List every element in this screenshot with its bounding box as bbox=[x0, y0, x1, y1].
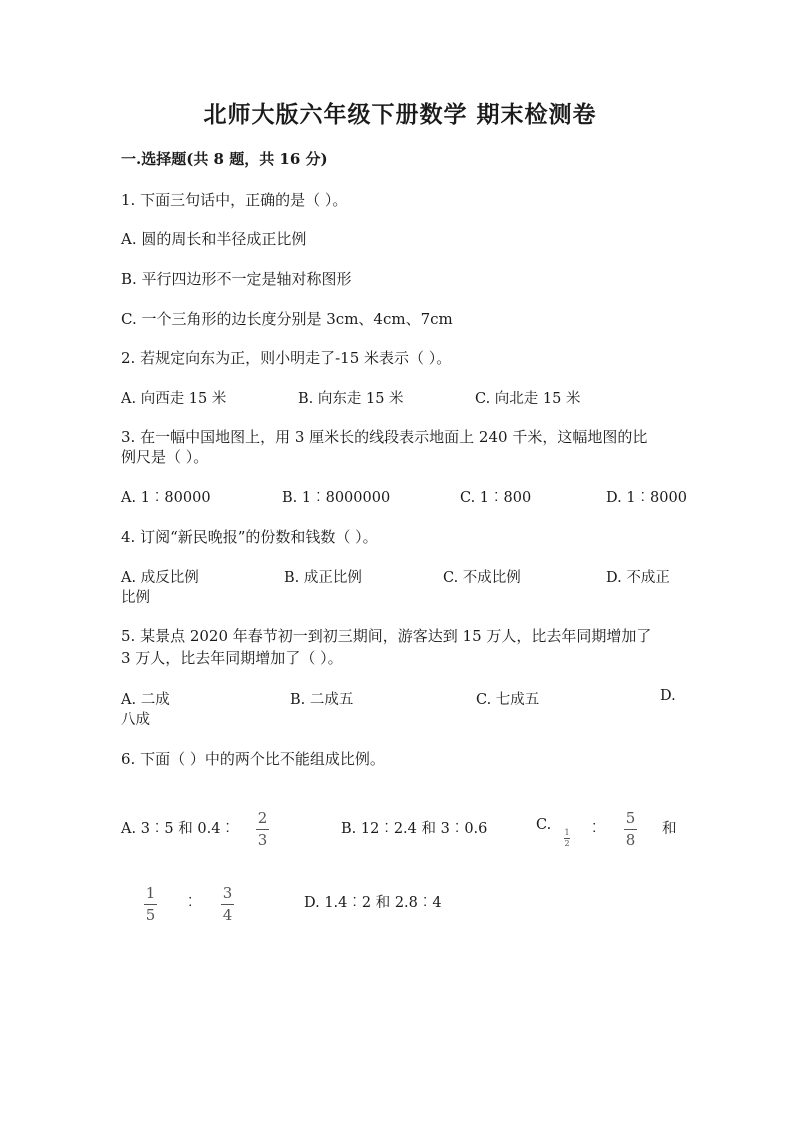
fraction-bar bbox=[256, 829, 269, 830]
question-5-stem-line-2: 3 万人，比去年同期增加了（ ）。 bbox=[121, 649, 343, 667]
question-6-option-c-fraction-2 bbox=[624, 811, 637, 848]
question-3-option-c: C. 1︰800 bbox=[460, 490, 532, 506]
fraction-denominator: 4 bbox=[222, 906, 233, 925]
question-1-option-b: B. 平行四边形不一定是轴对称图形 bbox=[121, 270, 352, 288]
question-6-option-a-fraction bbox=[256, 811, 269, 848]
question-4-option-a: A. 成反比例 bbox=[121, 570, 199, 586]
question-1-option-c: C. 一个三角形的边长度分别是 3cm、4cm、7cm bbox=[121, 310, 453, 328]
fraction-denominator: 5 bbox=[145, 906, 156, 925]
question-6-option-a-text: A. 3︰5 和 0.4︰ bbox=[121, 821, 235, 837]
fraction-bar bbox=[221, 904, 234, 905]
question-2-option-a: A. 向西走 15 米 bbox=[121, 391, 227, 407]
question-4-stem: 4. 订阅“新民晚报”的份数和钱数（ ）。 bbox=[121, 528, 378, 546]
question-6-option-c-label: C. bbox=[536, 817, 552, 833]
question-5-option-d: D. bbox=[660, 688, 676, 704]
question-4-option-d-continued: 比例 bbox=[121, 590, 150, 606]
question-3-stem-line-1: 3. 在一幅中国地图上，用 3 厘米长的线段表示地面上 240 千米，这幅地图的比 bbox=[121, 428, 648, 446]
question-2-stem: 2. 若规定向东为正，则小明走了-15 米表示（ ）。 bbox=[121, 349, 452, 367]
question-3-option-d: D. 1︰8000 bbox=[606, 490, 687, 506]
question-3-stem-line-2: 例尺是（ ）。 bbox=[121, 448, 209, 466]
fraction-numerator: 3 bbox=[222, 884, 233, 902]
question-5-option-b: B. 二成五 bbox=[290, 692, 354, 708]
question-6-option-d-text: D. 1.4︰2 和 2.8︰4 bbox=[304, 895, 442, 911]
question-5-option-d-continued: 八成 bbox=[121, 712, 150, 728]
question-5-option-a: A. 二成 bbox=[121, 692, 170, 708]
question-4-option-b: B. 成正比例 bbox=[284, 570, 362, 586]
question-3-option-b: B. 1︰8000000 bbox=[282, 490, 391, 506]
question-5-stem-line-1: 5. 某景点 2020 年春节初一到初三期间，游客达到 15 万人，比去年同期增加了 bbox=[121, 627, 652, 645]
question-6-option-c-and: 和 bbox=[662, 821, 677, 837]
fraction-denominator: 2 bbox=[564, 838, 570, 848]
fraction-denominator: 8 bbox=[625, 831, 636, 850]
question-6-option-c-fraction-3 bbox=[144, 886, 157, 923]
question-5-option-c: C. 七成五 bbox=[476, 692, 540, 708]
fraction-numerator: 1 bbox=[145, 884, 156, 902]
question-6-option-b-text: B. 12︰2.4 和 3︰0.6 bbox=[341, 821, 488, 837]
page-title: 北师大版六年级下册数学 期末检测卷 bbox=[203, 101, 597, 128]
question-6-option-c-fraction-1 bbox=[564, 829, 570, 848]
fraction-numerator: 1 bbox=[564, 828, 570, 837]
question-3-option-a: A. 1︰80000 bbox=[121, 490, 211, 506]
fraction-numerator: 2 bbox=[257, 809, 268, 827]
fraction-bar bbox=[624, 829, 637, 830]
question-6-option-c-colon-2: ︰ bbox=[183, 895, 198, 911]
section-heading: 一.选择题(共 8 题，共 16 分) bbox=[121, 150, 328, 168]
question-6-option-c-colon-1: ︰ bbox=[587, 821, 602, 837]
question-1-stem: 1. 下面三句话中，正确的是（ ）。 bbox=[121, 191, 348, 209]
question-6-stem: 6. 下面（ ）中的两个比不能组成比例。 bbox=[121, 750, 385, 768]
question-2-option-c: C. 向北走 15 米 bbox=[475, 391, 581, 407]
question-4-option-d: D. 不成正 bbox=[606, 570, 670, 586]
question-6-option-c-fraction-4 bbox=[221, 886, 234, 923]
question-2-option-b: B. 向东走 15 米 bbox=[298, 391, 404, 407]
question-4-option-c: C. 不成比例 bbox=[443, 570, 521, 586]
fraction-numerator: 5 bbox=[625, 809, 636, 827]
fraction-denominator: 3 bbox=[257, 831, 268, 850]
question-1-option-a: A. 圆的周长和半径成正比例 bbox=[121, 230, 307, 248]
fraction-bar bbox=[144, 904, 157, 905]
